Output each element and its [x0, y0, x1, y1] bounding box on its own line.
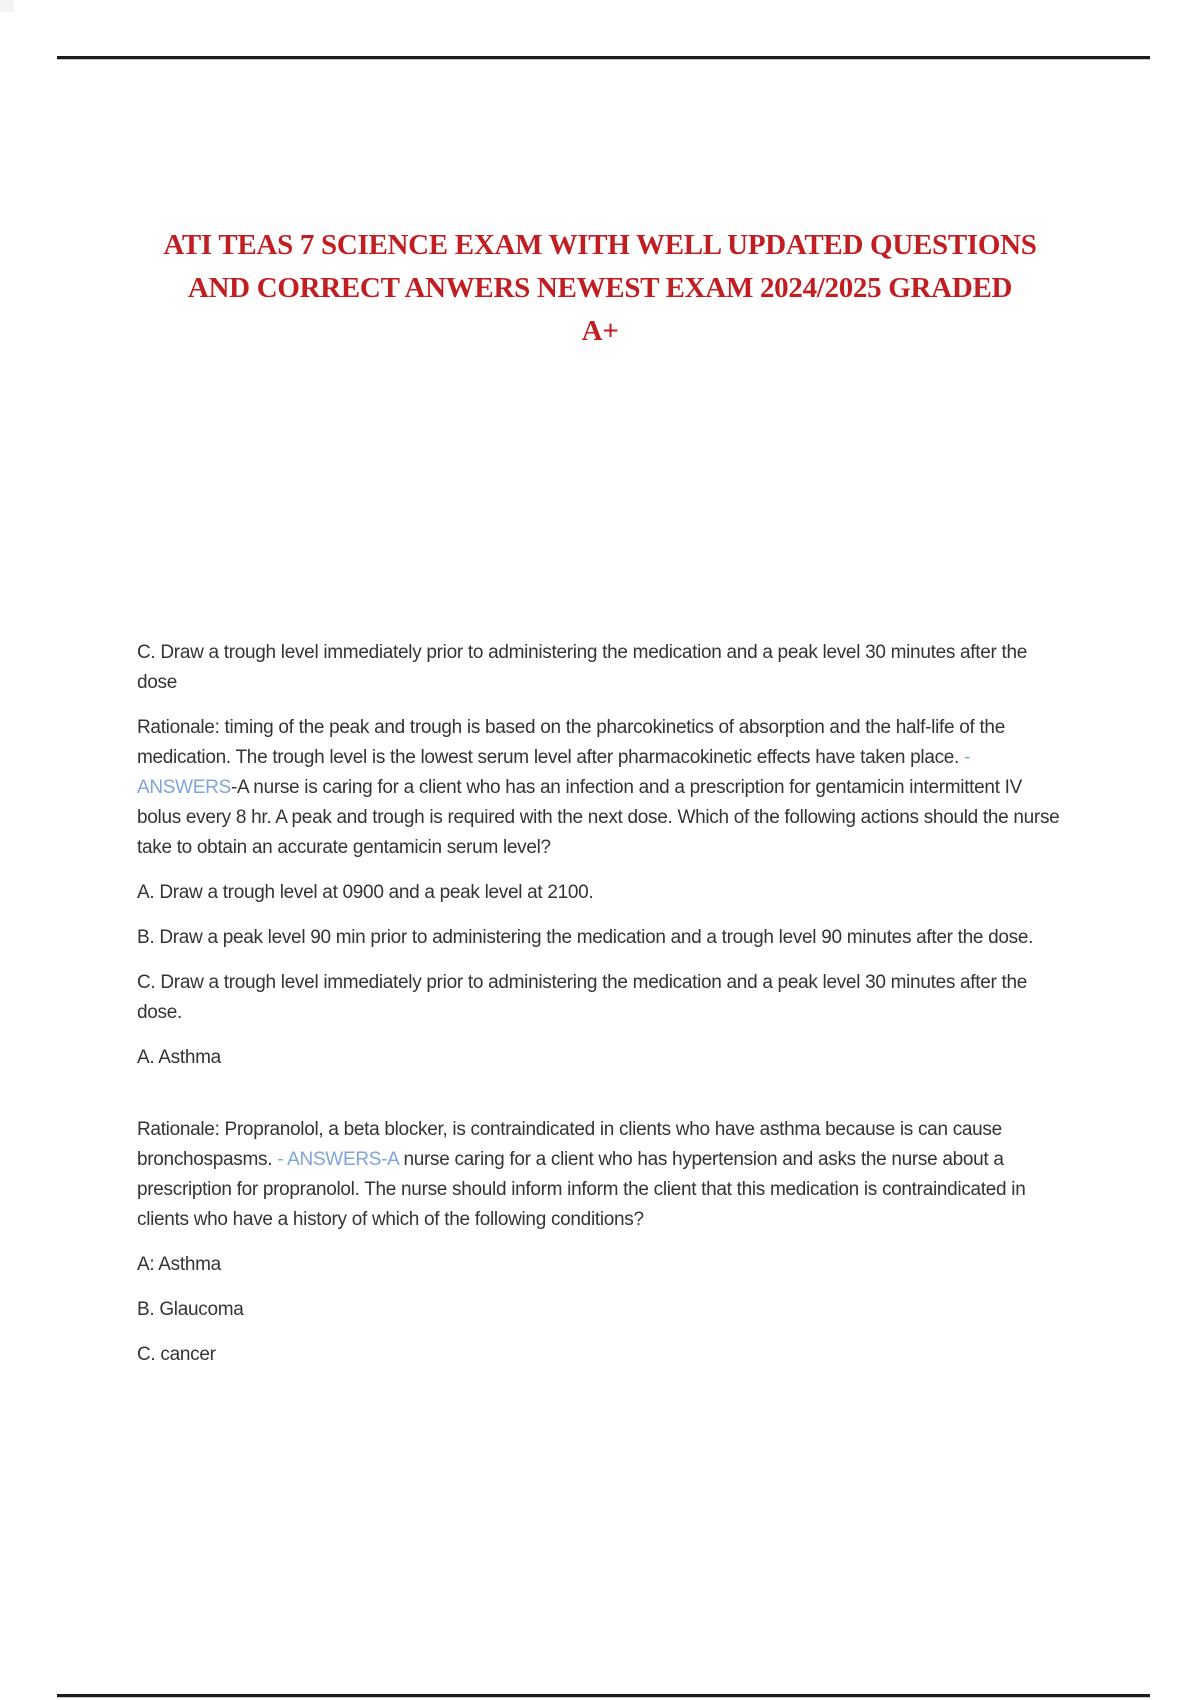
top-border-rule [57, 56, 1150, 59]
title-line-2: AND CORRECT ANWERS NEWEST EXAM 2024/2025 GRADED [187, 272, 1013, 304]
paragraph-text: B. Draw a peak level 90 min prior to administering the medication and a trough level 90 minutes after the dose. [137, 927, 1034, 948]
paragraph-text: A. Draw a trough level at 0900 and a peak level at 2100. [137, 882, 594, 903]
paragraph-text: B. Glaucoma [137, 1299, 244, 1320]
paragraph-text: C. cancer [137, 1344, 216, 1365]
page-corner-artifact [0, 0, 14, 12]
paragraph-option-c-trough [137, 638, 1069, 698]
rationale-text: Rationale: timing of the peak and trough is based on the pharcokinetics of absorption and the half-life of the medication. The trough level is the lowest serum level after pharmacokinetic effects have taken place. [137, 717, 1005, 768]
paragraph-option-a-asthma [137, 1043, 1069, 1073]
paragraph-text: C. Draw a trough level immediately prior to administering the medication and a peak level 30 minutes after the dose. [137, 972, 1028, 1023]
paragraph-option-b-90min [137, 923, 1069, 953]
question-text: -A nurse is caring for a client who has an infection and a prescription for gentamicin intermittent IV bolus every 8 hr. A peak and trough is required with the next dose. Which of the following actions should the nurse take to obtain an accurate gentamicin serum level? [137, 777, 1060, 858]
bottom-border-rule [57, 1694, 1150, 1697]
question-text: nurse caring for a client who has hypertension and asks the nurse about a prescription for propranolol. The nurse should inform inform the client that this medication is contraindicated in clients who have a history of which of the following conditions? [137, 1149, 1026, 1230]
paragraph-text: A. Asthma [137, 1047, 221, 1068]
rationale-propranolol [137, 1115, 1069, 1235]
paragraph-option-a-asthma-2 [137, 1250, 1069, 1280]
title-line-1: ATI TEAS 7 SCIENCE EXAM WITH WELL UPDATED QUESTIONS [163, 229, 1037, 261]
answers-marker: - ANSWERS [137, 747, 971, 798]
paragraph-text: A: Asthma [137, 1254, 221, 1275]
paragraph-option-b-glaucoma [137, 1295, 1069, 1325]
rationale-text: Rationale: Propranolol, a beta blocker, is contraindicated in clients who have asthma because is can cause bronchospasms. [137, 1119, 1002, 1170]
paragraph-text: C. Draw a trough level immediately prior to administering the medication and a peak level 30 minutes after the dose [137, 642, 1028, 693]
document-body [137, 638, 1069, 1385]
paragraph-option-c-trough-2 [137, 968, 1069, 1028]
paragraph-option-a-0900 [137, 878, 1069, 908]
document-title [100, 224, 1100, 353]
paragraph-option-c-cancer [137, 1340, 1069, 1370]
answers-marker: - ANSWERS-A [277, 1149, 399, 1170]
title-line-3: A+ [581, 315, 619, 347]
rationale-gentamicin [137, 713, 1069, 863]
